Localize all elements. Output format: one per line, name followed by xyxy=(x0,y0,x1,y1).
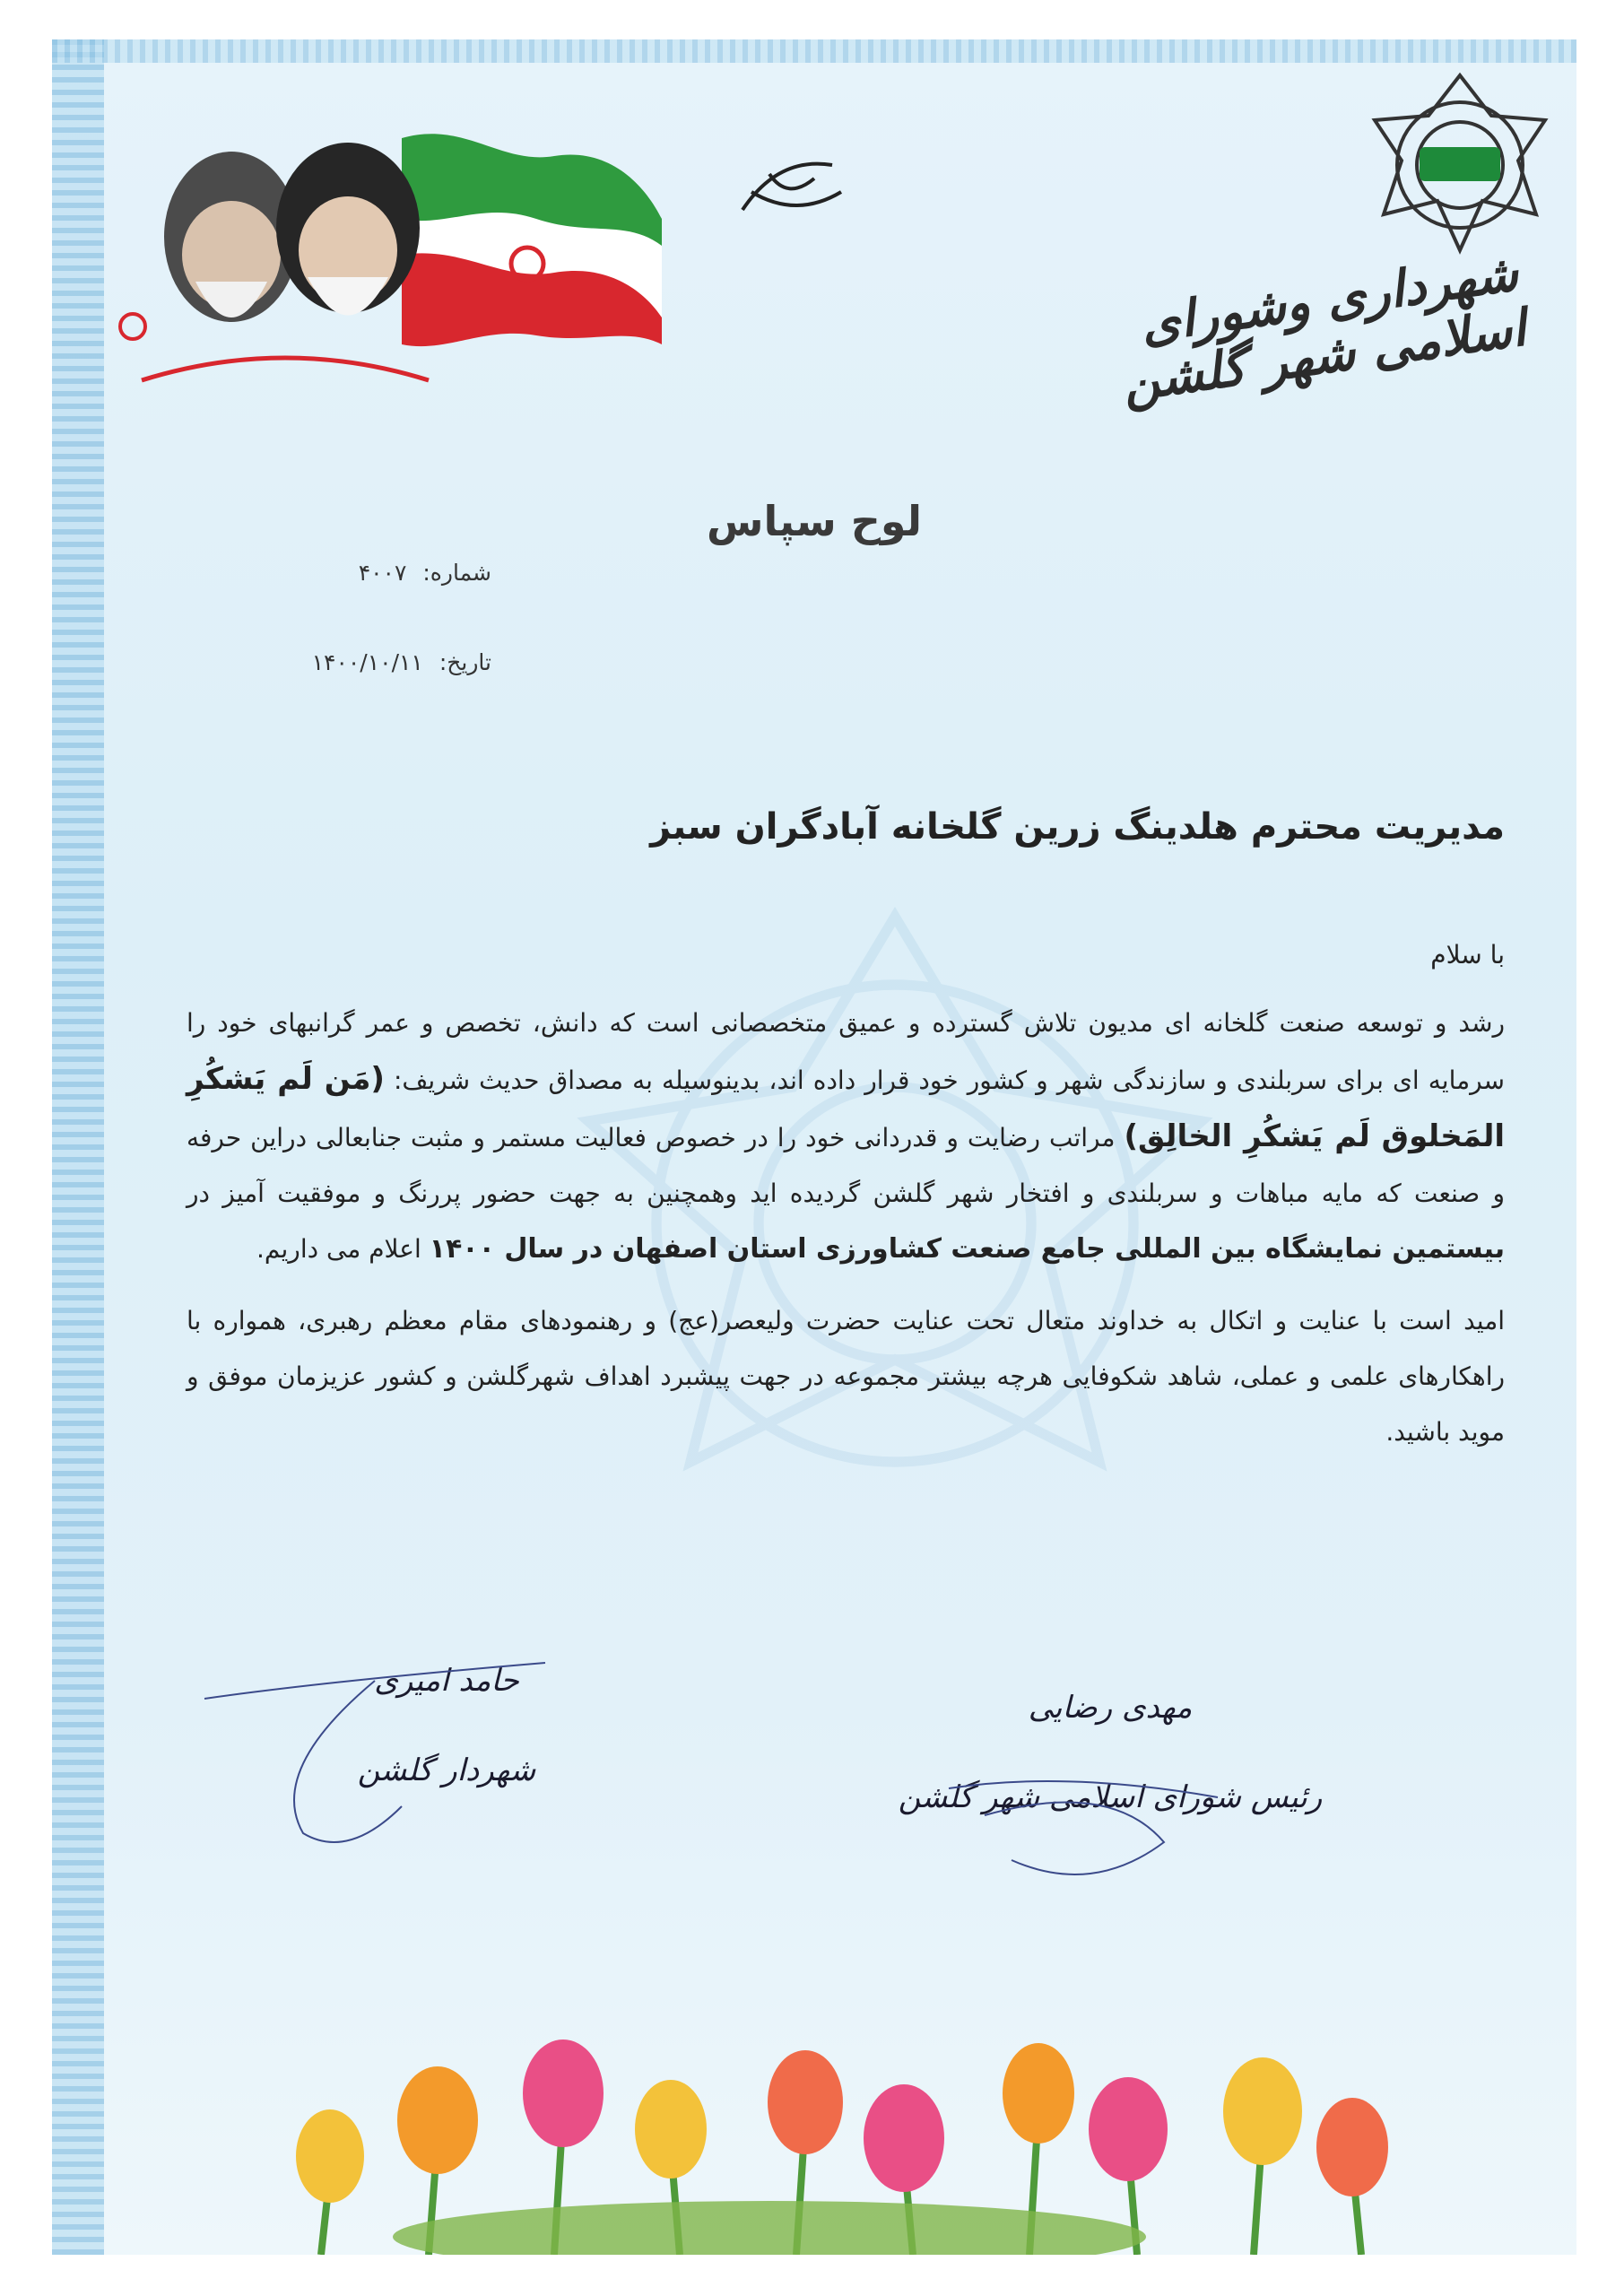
paragraph-1-part-b: مراتب رضایت و قدردانی خود را در خصوص فعالیت مستمر و مثبت جنابعالی دراین حرفه و صنعت که مایه مباهات و سربلندی و افتخار شهر گلشن گردیده اید وهمچنین به جهت حضور پررنگ و موفقیت آمیز در xyxy=(187,1123,1505,1208)
letter-number xyxy=(222,560,491,586)
organization-name: شهرداری وشورای اسلامی شهر گلشن xyxy=(1118,243,1530,413)
council-head-name: مهدی رضایی xyxy=(1028,1690,1193,1726)
paper-background xyxy=(52,39,1576,2255)
certificate-title: لوح سپاس xyxy=(706,497,923,545)
paragraph-1-part-a: رشد و توسعه صنعت گلخانه ای مدیون تلاش گسترده و عمیق متخصصانی است که دانش، تخصص و عمر گرانبهای خود را سرمایه ای برای سربلندی و سازندگی شهر و کشور خود قرار داده اند، بدینوسیله به مصداق حدیث شریف: xyxy=(187,1008,1506,1095)
recipient-heading: مدیریت محترم هلدینگ زرین گلخانه آبادگران سبز xyxy=(650,806,1505,848)
number-value: ۴۰۰۷ xyxy=(358,560,407,586)
decorative-border-top xyxy=(52,39,1576,63)
mayor-signature-scribble xyxy=(195,1627,572,1860)
letter-body xyxy=(187,927,1505,1460)
tulip-flowers-decoration xyxy=(52,2013,1576,2255)
council-head-role: رئیس شورای اسلامی شهر گلشن xyxy=(898,1779,1323,1815)
municipality-logo xyxy=(1343,66,1576,273)
basmala-glyph-icon xyxy=(725,138,859,237)
paragraph-1-part-c: اعلام می داریم. xyxy=(256,1234,430,1264)
greeting: با سلام xyxy=(1430,940,1505,970)
decorative-border-left xyxy=(52,39,104,2255)
council-signature-scribble xyxy=(931,1761,1236,1905)
portraits-flag-image xyxy=(106,111,698,416)
letter-date xyxy=(222,649,491,675)
basmala-calligraphy xyxy=(725,138,859,237)
hadith-quote: (مَن لَم یَشکُرِ المَخلوق لَم یَشکُرِ الخالِق) xyxy=(187,1061,1505,1154)
date-label: تاریخ: xyxy=(439,649,491,675)
number-label: شماره: xyxy=(422,560,491,586)
exhibition-name: بیستمین نمایشگاه بین المللی جامع صنعت کشاورزی استان اصفهان در سال ۱۴۰۰ xyxy=(429,1233,1505,1265)
paragraph-2: امید است با عنایت و اتکال به خداوند متعال تحت عنایت حضرت ولیعصر(عج) و رهنمودهای مقام معظم رهبری، همواره با راهکارهای علمی و عملی، شاهد شکوفایی هرچه بیشتر مجموعه در جهت پیشبرد اهداف شهرگلشن و کشور عزیزمان موفق و موید باشید. xyxy=(187,1306,1505,1447)
mayor-name: حامد امیری xyxy=(374,1663,519,1699)
paragraph-1 xyxy=(187,996,1505,1277)
date-value: ۱۴۰۰/۱۰/۱۱ xyxy=(311,649,423,675)
mayor-role: شهردار گلشن xyxy=(357,1752,536,1788)
